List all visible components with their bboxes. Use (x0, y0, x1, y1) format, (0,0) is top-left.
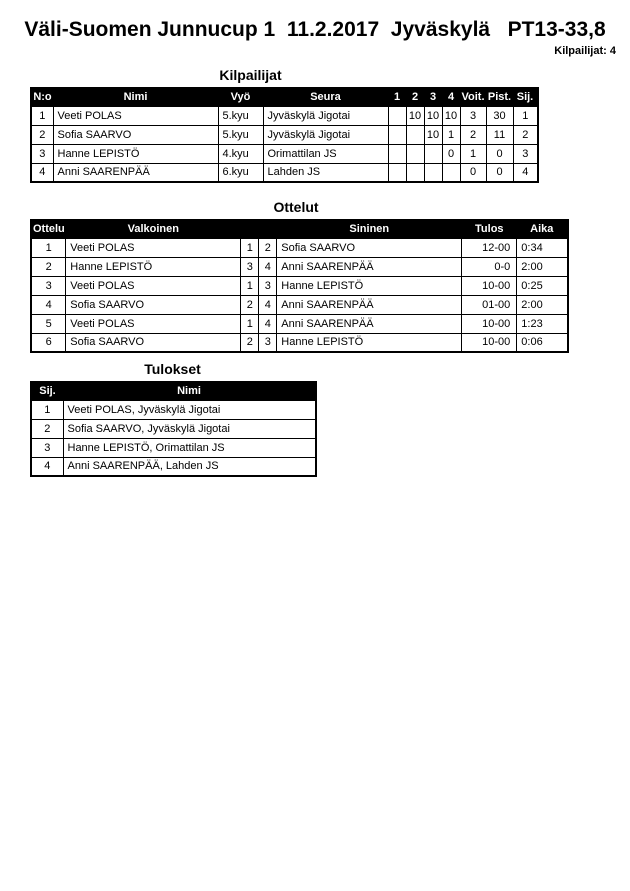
final-name: Hanne LEPISTÖ, Orimattilan JS (63, 438, 316, 457)
competitor-belt: 5.kyu (218, 106, 263, 125)
white-player-no: 2 (241, 295, 259, 314)
white-player: Veeti POLAS (66, 314, 241, 333)
match-time: 0:06 (517, 333, 568, 352)
competitor-row (31, 144, 538, 163)
match-no: 1 (31, 238, 66, 257)
match-no: 5 (31, 314, 66, 333)
final-name: Anni SAARENPÄÄ, Lahden JS (63, 457, 316, 476)
match-no: 4 (31, 295, 66, 314)
result-vs-2 (406, 144, 424, 163)
blue-player-no: 4 (259, 257, 277, 276)
competitor-no: 2 (31, 125, 53, 144)
result-vs-4: 10 (442, 106, 460, 125)
competitor-name: Hanne LEPISTÖ (53, 144, 218, 163)
col-header-nimi: Nimi (53, 88, 218, 106)
white-player-no: 1 (241, 314, 259, 333)
final-place: 2 (31, 419, 63, 438)
col-header-2: 2 (406, 88, 424, 106)
competitor-place: 4 (513, 163, 538, 182)
match-row (31, 314, 568, 333)
match-no: 6 (31, 333, 66, 352)
competitor-belt: 4.kyu (218, 144, 263, 163)
match-score: 10-00 (462, 314, 517, 333)
col-header-4: 4 (442, 88, 460, 106)
match-row (31, 257, 568, 276)
kilpailijat-table (30, 87, 539, 183)
final-name: Sofia SAARVO, Jyväskylä Jigotai (63, 419, 316, 438)
final-result-row (31, 400, 316, 419)
blue-player-no: 4 (259, 314, 277, 333)
final-result-row (31, 457, 316, 476)
competitor-row (31, 163, 538, 182)
blue-player-no: 3 (259, 333, 277, 352)
competitor-name: Veeti POLAS (53, 106, 218, 125)
match-score: 10-00 (462, 333, 517, 352)
competitor-place: 3 (513, 144, 538, 163)
match-score: 0-0 (462, 257, 517, 276)
match-time: 2:00 (517, 257, 568, 276)
col-header-1: 1 (388, 88, 406, 106)
final-place: 3 (31, 438, 63, 457)
spacer-header-cell (241, 220, 259, 238)
result-vs-2 (406, 163, 424, 182)
result-vs-3: 10 (424, 125, 442, 144)
result-vs-3 (424, 144, 442, 163)
white-player-no: 1 (241, 238, 259, 257)
ottelut-table (30, 219, 569, 353)
kilpailijat-heading: Kilpailijat (219, 67, 282, 83)
col-header-no: N:o (31, 88, 53, 106)
match-time: 0:25 (517, 276, 568, 295)
blue-player: Anni SAARENPÄÄ (277, 257, 462, 276)
result-vs-1 (388, 106, 406, 125)
ottelut-header-row (31, 220, 568, 238)
blue-player: Hanne LEPISTÖ (277, 333, 462, 352)
result-vs-4 (442, 163, 460, 182)
result-vs-3 (424, 163, 442, 182)
competitor-wins: 1 (460, 144, 486, 163)
col-header-tulos: Tulos (462, 220, 517, 238)
result-vs-4: 1 (442, 125, 460, 144)
blue-player: Anni SAARENPÄÄ (277, 295, 462, 314)
competitor-no: 1 (31, 106, 53, 125)
match-score: 01-00 (462, 295, 517, 314)
spacer-header-cell (259, 220, 277, 238)
white-player: Veeti POLAS (66, 238, 241, 257)
blue-player: Sofia SAARVO (277, 238, 462, 257)
competitor-club: Jyväskylä Jigotai (263, 125, 388, 144)
white-player-no: 2 (241, 333, 259, 352)
match-score: 12-00 (462, 238, 517, 257)
competitor-row (31, 106, 538, 125)
col-header-sij: Sij. (513, 88, 538, 106)
competitor-club: Jyväskylä Jigotai (263, 106, 388, 125)
col-header-sij: Sij. (31, 382, 63, 400)
match-row (31, 295, 568, 314)
competitor-belt: 6.kyu (218, 163, 263, 182)
result-vs-2 (406, 125, 424, 144)
final-name: Veeti POLAS, Jyväskylä Jigotai (63, 400, 316, 419)
col-header-valkoinen: Valkoinen (66, 220, 241, 238)
competitor-wins: 2 (460, 125, 486, 144)
competitor-place: 1 (513, 106, 538, 125)
col-header-seura: Seura (263, 88, 388, 106)
tulokset-heading: Tulokset (144, 361, 201, 377)
competitor-club: Lahden JS (263, 163, 388, 182)
col-header-sininen: Sininen (277, 220, 462, 238)
match-time: 0:34 (517, 238, 568, 257)
competitor-no: 4 (31, 163, 53, 182)
result-vs-1 (388, 125, 406, 144)
match-no: 3 (31, 276, 66, 295)
competitor-wins: 3 (460, 106, 486, 125)
kilpailijat-header-row (31, 88, 538, 106)
col-header-pist: Pist. (486, 88, 513, 106)
competitor-points: 11 (486, 125, 513, 144)
final-place: 4 (31, 457, 63, 476)
col-header-3: 3 (424, 88, 442, 106)
white-player-no: 1 (241, 276, 259, 295)
result-vs-1 (388, 144, 406, 163)
competitor-points: 0 (486, 163, 513, 182)
match-row (31, 276, 568, 295)
col-header-nimi: Nimi (63, 382, 316, 400)
result-vs-3: 10 (424, 106, 442, 125)
competitor-count: Kilpailijat: 4 (554, 45, 616, 57)
competitor-place: 2 (513, 125, 538, 144)
final-place: 1 (31, 400, 63, 419)
blue-player-no: 4 (259, 295, 277, 314)
competitor-row (31, 125, 538, 144)
blue-player: Anni SAARENPÄÄ (277, 314, 462, 333)
competitor-points: 30 (486, 106, 513, 125)
result-vs-2: 10 (406, 106, 424, 125)
white-player: Hanne LEPISTÖ (66, 257, 241, 276)
competitor-club: Orimattilan JS (263, 144, 388, 163)
white-player: Sofia SAARVO (66, 295, 241, 314)
page-title: Väli-Suomen Junnucup 1 11.2.2017 Jyväskylä PT13-33,8 (24, 18, 606, 41)
blue-player: Hanne LEPISTÖ (277, 276, 462, 295)
result-vs-4: 0 (442, 144, 460, 163)
col-header-aika: Aika (517, 220, 568, 238)
white-player: Sofia SAARVO (66, 333, 241, 352)
match-score: 10-00 (462, 276, 517, 295)
competitor-name: Anni SAARENPÄÄ (53, 163, 218, 182)
match-row (31, 333, 568, 352)
tulokset-header-row (31, 382, 316, 400)
match-row (31, 238, 568, 257)
competitor-belt: 5.kyu (218, 125, 263, 144)
result-vs-1 (388, 163, 406, 182)
col-header-voit: Voit. (460, 88, 486, 106)
final-result-row (31, 438, 316, 457)
blue-player-no: 3 (259, 276, 277, 295)
white-player-no: 3 (241, 257, 259, 276)
competitor-wins: 0 (460, 163, 486, 182)
competitor-points: 0 (486, 144, 513, 163)
ottelut-heading: Ottelut (273, 199, 319, 215)
competitor-no: 3 (31, 144, 53, 163)
blue-player-no: 2 (259, 238, 277, 257)
tulokset-table (30, 381, 317, 477)
white-player: Veeti POLAS (66, 276, 241, 295)
match-no: 2 (31, 257, 66, 276)
col-header-ottelu: Ottelu (31, 220, 66, 238)
match-time: 1:23 (517, 314, 568, 333)
final-result-row (31, 419, 316, 438)
col-header-vyo: Vyö (218, 88, 263, 106)
match-time: 2:00 (517, 295, 568, 314)
competitor-name: Sofia SAARVO (53, 125, 218, 144)
